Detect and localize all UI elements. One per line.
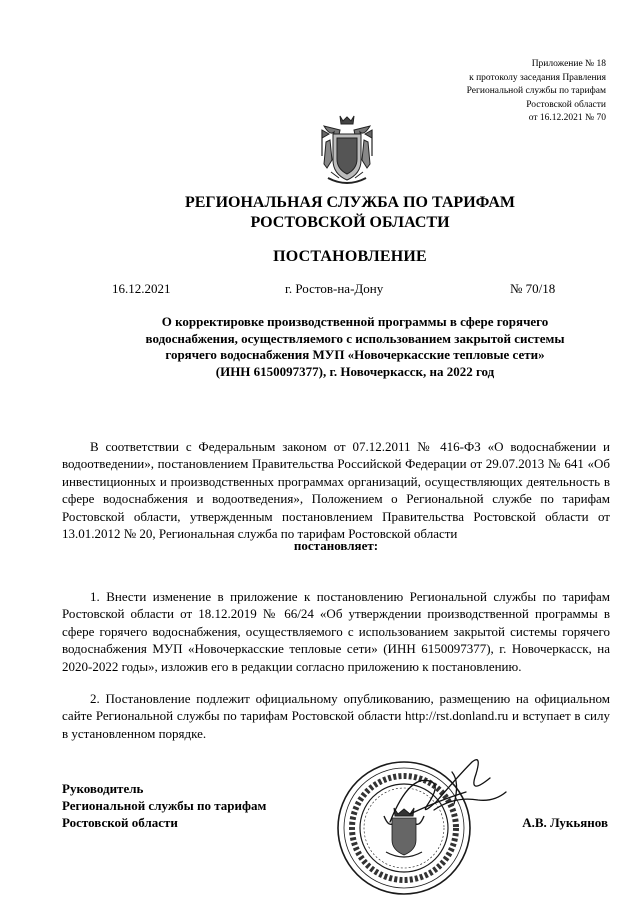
document-city: г. Ростов-на-Дону [285,281,384,296]
signatory-title-line-3: Ростовской области [62,815,178,830]
signatory-title-line-2: Региональной службы по тарифам [62,798,267,813]
subject-line-2: водоснабжения, осуществляемого с использованием закрытой системы [145,330,565,346]
signatory-title-line-1: Руководитель [62,781,144,796]
decree-item-2: 2. Постановление подлежит официальному опубликованию, размещению на официальном сайте Региональной службы по тарифам Ростовской области http://rst.donland.ru и вступает в силу в установленном порядке. [62,691,610,741]
appendix-note [366,58,606,126]
coat-of-arms-icon [318,112,376,188]
appendix-line-1: Приложение № 18 [531,59,606,69]
handwritten-signature-icon [370,752,520,842]
document-subject [100,314,610,380]
agency-name [60,193,640,233]
appendix-line-3: Региональной службы по тарифам [466,86,606,96]
subject-line-1: О корректировке производственной программы в сфере горячего [161,314,549,329]
subject-line-3: горячего водоснабжения МУП «Новочеркасские тепловые сети» [165,347,545,362]
agency-name-line-2: РОСТОВСКОЙ ОБЛАСТИ [250,214,450,231]
decree-item-1: 1. Внести изменение в приложение к постановлению Региональной службы по тарифам Ростовской области от 18.12.2019 № 66/24 «Об утверждении производственной программы в сфере горячего водоснабжения, осуществляемого с использованием закрытой системы горячего водоснабжения МУП «Новочеркасские тепловые сети» (ИНН 6150097377), г. Новочеркасск, на 2020-2022 годы», изложив его в редакции согласно приложению к постановлению. [62,589,610,674]
subject-line-4: (ИНН 6150097377), г. Новочеркасск, на 2022 год [215,363,495,379]
appendix-line-5: от 16.12.2021 № 70 [528,113,606,123]
document-number: № 70/18 [510,281,556,296]
document-type: ПОСТАНОВЛЕНИЕ [273,248,427,265]
agency-name-line-1: РЕГИОНАЛЬНАЯ СЛУЖБА ПО ТАРИФАМ [184,194,516,211]
preamble-paragraph: В соответствии с Федеральным законом от 07.12.2011 № 416-ФЗ «О водоснабжении и водоотведении», постановлением Правительства Российской Федерации от 29.07.2013 № 641 «Об инвестиционных и производственных программах организаций, осуществляющих деятельность в сфере водоснабжения и водоотведения», Положением о Региональной службе по тарифам Ростовской области, утвержденным постановлением Правительства Ростовской области от 13.01.2012 № 20, Региональная служба по тарифам Ростовской области [62,439,610,542]
appendix-line-4: Ростовской области [526,99,606,110]
signatory-title [62,780,266,831]
signatory-name: А.В. Лукьянов [522,815,608,830]
appendix-line-2: к протоколу заседания Правления [469,72,606,83]
document-date: 16.12.2021 [112,281,171,296]
decrees-word: постановляет: [293,538,379,553]
